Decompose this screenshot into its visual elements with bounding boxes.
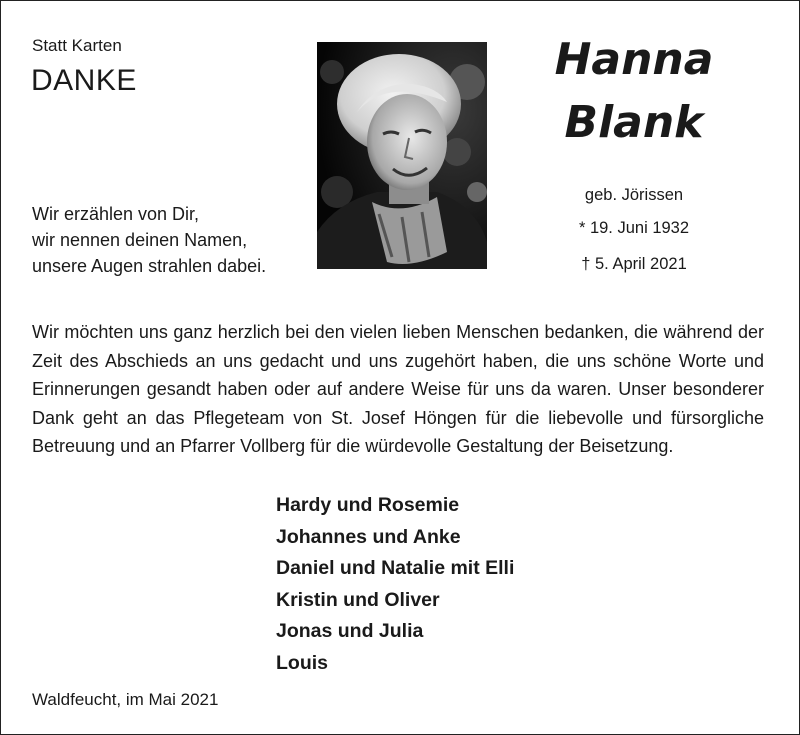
portrait-photo	[317, 42, 487, 269]
family-member: Louis	[276, 651, 328, 674]
family-member: Kristin und Oliver	[276, 588, 440, 611]
thank-you-message: Wir möchten uns ganz herzlich bei den vielen lieben Menschen bedanken, die während der Zeit des Abschieds an uns gedacht und uns zugehört haben, die uns schöne Worte und Erinnerungen gesandt haben oder auf andere Weise für uns da waren. Unser besonderer Dank geht an das Pflegeteam von St. Josef Höngen für die liebevolle und fürsorgliche Betreuung und an Pfarrer Vollberg für die würdevolle Gestaltung der Beisetzung.	[32, 322, 764, 456]
place-and-date: Waldfeucht, im Mai 2021	[32, 690, 219, 709]
family-member: Johannes und Anke	[276, 525, 461, 548]
verse-line: Wir erzählen von Dir,	[32, 204, 200, 224]
birth-date: * 19. Juni 1932	[578, 219, 690, 237]
family-member: Daniel und Natalie mit Elli	[276, 557, 515, 579]
last-name: Blank	[564, 97, 704, 148]
first-name: Hanna	[554, 34, 714, 85]
family-member: Jonas und Julia	[276, 620, 424, 642]
verse-line: unsere Augen strahlen dabei.	[32, 256, 267, 276]
memorial-verse	[32, 201, 266, 279]
statt-karten-label: Statt Karten	[32, 36, 122, 55]
danke-heading: DANKE	[31, 64, 137, 97]
death-date: † 5. April 2021	[581, 255, 687, 273]
family-signatures	[276, 490, 514, 679]
verse-line: wir nennen deinen Namen,	[32, 230, 248, 250]
maiden-name: geb. Jörissen	[584, 186, 684, 204]
family-member: Hardy und Rosemie	[276, 494, 460, 516]
portrait-image	[317, 42, 487, 269]
